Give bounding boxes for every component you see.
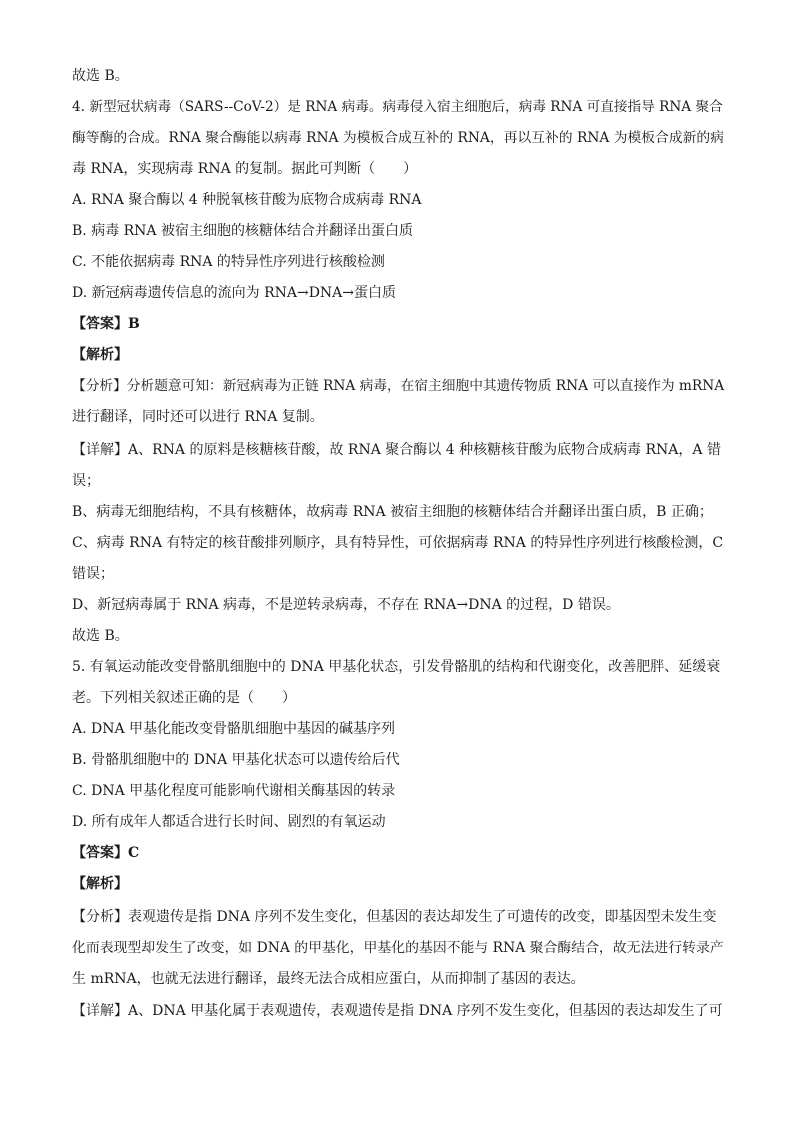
question-5-stem-line: 老。下列相关叙述正确的是（ ） <box>72 690 296 706</box>
question-4-option-c: C. 不能依据病毒 RNA 的特异性序列进行核酸检测 <box>72 254 385 270</box>
question-4-option-b: B. 病毒 RNA 被宿主细胞的核糖体结合并翻译出蛋白质 <box>72 223 413 239</box>
question-5-option-a: A. DNA 甲基化能改变骨骼肌细胞中基因的碱基序列 <box>72 721 396 737</box>
question-4-option-d: D. 新冠病毒遗传信息的流向为 RNA→DNA→蛋白质 <box>72 285 397 301</box>
analysis-line: 【分析】表观遗传是指 DNA 序列不发生变化，但基因的表达却发生了可遗传的改变，即基因型未发生变 <box>72 909 717 925</box>
question-4-stem-line: 酶等酶的合成。RNA 聚合酶能以病毒 RNA 为模板合成互补的 RNA，再以互补的 RNA 为模板合成新的病 <box>72 130 724 146</box>
detail-line: D、新冠病毒属于 RNA 病毒，不是逆转录病毒，不存在 RNA→DNA 的过程，D 错误。 <box>72 597 620 613</box>
question-5-option-d: D. 所有成年人都适合进行长时间、剧烈的有氧运动 <box>72 814 386 830</box>
answer-label: 【答案】C <box>72 845 140 861</box>
question-5-option-c: C. DNA 甲基化程度可能影响代谢相关酶基因的转录 <box>72 783 396 799</box>
conclusion-line: 故选 B。 <box>72 68 129 84</box>
detail-line: 【详解】A、RNA 的原料是核糖核苷酸，故 RNA 聚合酶以 4 种核糖核苷酸为底物合成病毒 RNA，A 错 <box>72 442 721 458</box>
analysis-line: 【分析】分析题意可知：新冠病毒为正链 RNA 病毒，在宿主细胞中其遗传物质 RNA 可以直接作为 mRNA <box>72 378 725 394</box>
analysis-line: 进行翻译，同时还可以进行 RNA 复制。 <box>72 409 324 425</box>
question-5-option-b: B. 骨骼肌细胞中的 DNA 甲基化状态可以遗传给后代 <box>72 752 400 768</box>
detail-line: 错误； <box>72 566 114 582</box>
conclusion-line: 故选 B。 <box>72 628 129 644</box>
question-5-stem-line: 5. 有氧运动能改变骨骼肌细胞中的 DNA 甲基化状态，引发骨骼肌的结构和代谢变化，改善肥胖、延缓衰 <box>72 659 721 675</box>
analysis-line: 生 mRNA，也就无法进行翻译，最终无法合成相应蛋白，从而抑制了基因的表达。 <box>72 971 585 987</box>
analysis-line: 化而表现型却发生了改变，如 DNA 的甲基化，甲基化的基因不能与 RNA 聚合酶结合，故无法进行转录产 <box>72 940 724 956</box>
explanation-label: 【解析】 <box>72 876 128 892</box>
question-4-stem-line: 毒 RNA，实现病毒 RNA 的复制。据此可判断（ ） <box>72 161 418 177</box>
detail-line: B、病毒无细胞结构，不具有核糖体，故病毒 RNA 被宿主细胞的核糖体结合并翻译出蛋白质，B 正确； <box>72 504 713 520</box>
question-4-stem-line: 4. 新型冠状病毒（SARS--CoV-2）是 RNA 病毒。病毒侵入宿主细胞后，病毒 RNA 可直接指导 RNA 聚合 <box>72 99 723 115</box>
explanation-label: 【解析】 <box>72 347 128 363</box>
question-4-option-a: A. RNA 聚合酶以 4 种脱氧核苷酸为底物合成病毒 RNA <box>72 192 422 208</box>
detail-line: C、病毒 RNA 有特定的核苷酸排列顺序，具有特异性，可依据病毒 RNA 的特异性序列进行核酸检测，C <box>72 535 724 551</box>
detail-line: 【详解】A、DNA 甲基化属于表观遗传，表观遗传是指 DNA 序列不发生变化，但基因的表达却发生了可 <box>72 1003 723 1019</box>
answer-label: 【答案】B <box>72 316 140 332</box>
detail-line: 误； <box>72 473 100 489</box>
